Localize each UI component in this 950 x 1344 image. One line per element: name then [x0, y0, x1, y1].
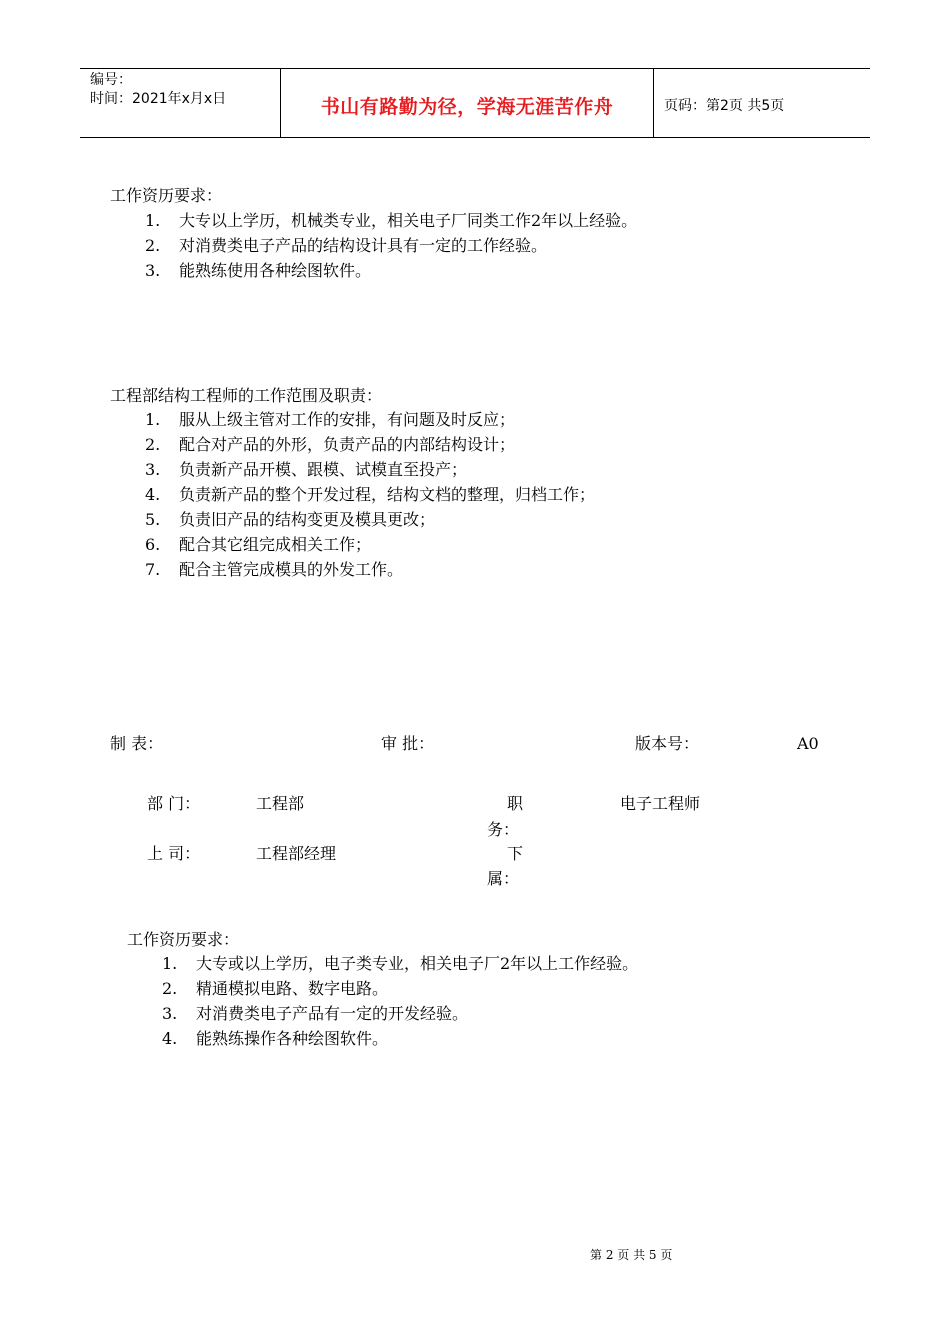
- list-item: 2. 精通模拟电路、数字电路。: [162, 979, 389, 998]
- dept-label: 部 门：: [147, 794, 201, 813]
- header-page-info: 页码：第2页 共5页: [664, 98, 785, 114]
- header-left-cell: [80, 69, 281, 137]
- motto-text: 书山有路勤为径，学海无涯苦作舟: [320, 95, 614, 118]
- page-footer: 第 2 页 共 5 页: [590, 1248, 673, 1262]
- list-item: 7. 配合主管完成模具的外发工作。: [145, 560, 404, 579]
- header-page-cell: [654, 69, 870, 137]
- version-label: 版本号：: [635, 734, 700, 753]
- section1-title: 工作资历要求：: [110, 186, 223, 205]
- list-item: 1. 服从上级主管对工作的安排，有问题及时反应；: [145, 410, 516, 429]
- list-item: 1. 大专或以上学历，电子类专业，相关电子厂2年以上工作经验。: [162, 954, 639, 973]
- list-item: 2. 对消费类电子产品的结构设计具有一定的工作经验。: [145, 236, 548, 255]
- time-label: 时间：2021年x月x日: [90, 91, 227, 107]
- list-item: 1. 大专以上学历，机械类专业，相关电子厂同类工作2年以上经验。: [145, 211, 638, 230]
- list-item: 4. 能熟练操作各种绘图软件。: [162, 1029, 389, 1048]
- boss-value: 工程部经理: [256, 844, 337, 863]
- page-header: [80, 68, 870, 138]
- section2-list: [145, 407, 595, 582]
- list-item: 5. 负责旧产品的结构变更及模具更改；: [145, 510, 436, 529]
- position-label-line2: 务：: [487, 820, 520, 839]
- section3-title: 工作资历要求：: [127, 930, 240, 949]
- list-item: 6. 配合其它组完成相关工作；: [145, 535, 372, 554]
- list-item: 3. 能熟练使用各种绘图软件。: [145, 261, 372, 280]
- subordinate-label-line1: 下: [507, 844, 524, 863]
- list-item: 3. 对消费类电子产品有一定的开发经验。: [162, 1004, 469, 1023]
- section1-list: [145, 208, 637, 283]
- list-item: 2. 配合对产品的外形，负责产品的内部结构设计；: [145, 435, 516, 454]
- subordinate-label-line2: 属：: [487, 869, 520, 888]
- header-motto-cell: [281, 69, 654, 137]
- maker-label: 制 表：: [110, 734, 164, 753]
- section3-list: [162, 951, 638, 1051]
- section2-title: 工程部结构工程师的工作范围及职责：: [110, 386, 383, 405]
- dept-value: 工程部: [256, 794, 305, 813]
- approve-label: 审 批：: [381, 734, 435, 753]
- version-value: A0: [797, 734, 819, 753]
- list-item: 3. 负责新产品开模、跟模、试模直至投产；: [145, 460, 468, 479]
- boss-label: 上 司：: [147, 844, 201, 863]
- position-value: 电子工程师: [620, 794, 701, 813]
- position-label-line1: 职: [507, 794, 524, 813]
- list-item: 4. 负责新产品的整个开发过程，结构文档的整理，归档工作；: [145, 485, 596, 504]
- code-label: 编号：: [90, 72, 132, 88]
